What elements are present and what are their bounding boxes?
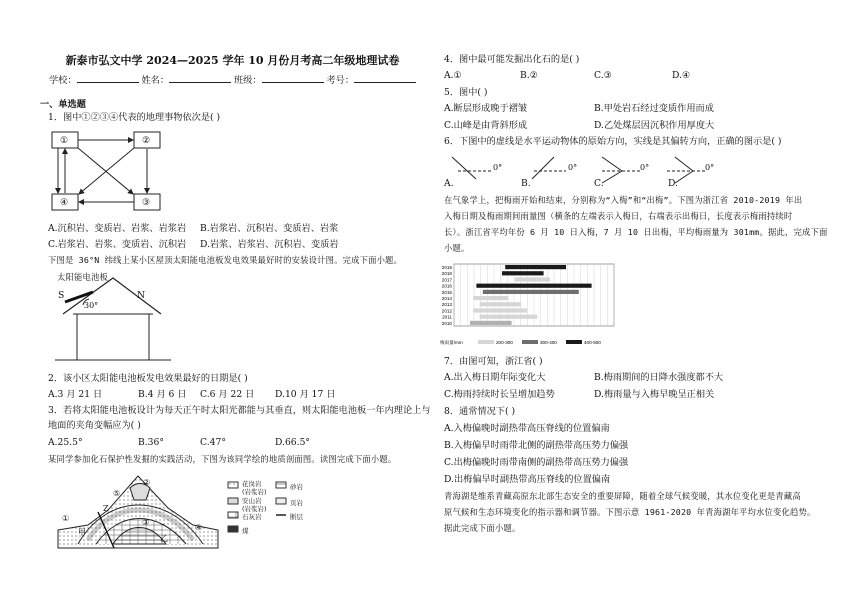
year-label: 2014 xyxy=(441,296,452,301)
q4-option-b[interactable]: B.② xyxy=(520,70,538,81)
q8-option-b[interactable]: B.入梅偏早时雨带北侧的副热带高压势力偏强 xyxy=(444,440,629,451)
geo-label-2: ② xyxy=(143,478,151,487)
deg-b: 0° xyxy=(568,163,578,172)
geo-label-z: Z xyxy=(103,504,109,513)
legend-shale: 页岩 xyxy=(290,499,303,507)
angle-label: 30° xyxy=(84,301,99,310)
school-field[interactable] xyxy=(77,73,139,83)
q7-option-d[interactable]: D.梅雨量与入梅早晚呈正相关 xyxy=(594,389,715,400)
year-label: 2013 xyxy=(441,302,452,308)
legend-limestone: 石灰岩 xyxy=(242,513,262,521)
q1-option-a[interactable]: A.沉积岩、变质岩、岩浆、岩浆岩 xyxy=(48,223,187,234)
intro-qinghai-2: 原气候和生态环境变化的指示器和调节器。下图示意 1961-2020 年青海湖年平均水位变化趋势。 xyxy=(444,507,816,517)
year-label: 2012 xyxy=(441,308,452,314)
legend-label: 200-300 xyxy=(496,340,513,345)
class-label: 班级： xyxy=(233,75,262,86)
q6-option-c[interactable]: C. xyxy=(594,178,604,189)
q3-option-d[interactable]: D.66.5° xyxy=(275,437,311,448)
deg-d: 0° xyxy=(705,163,715,172)
q1-option-b[interactable]: B.岩浆岩、沉积岩、变质岩、岩浆 xyxy=(200,223,339,234)
year-label: 2018 xyxy=(441,271,452,277)
year-label: 2016 xyxy=(441,283,452,289)
solar-house-diagram xyxy=(55,272,175,367)
q6-option-b[interactable]: B. xyxy=(521,178,531,189)
exam-title: 新泰市弘文中学 2024—2025 学年 10 月份月考高二年级地理试卷 xyxy=(65,54,400,67)
south-label: S xyxy=(58,290,65,301)
deflection-a xyxy=(452,157,492,179)
meiyu-bar xyxy=(483,290,579,294)
q5-option-a[interactable]: A.断层形成晚于褶皱 xyxy=(444,103,528,114)
q6-stem: 6．下图中的虚线是水平运动物体的原始方向，实线是其偏转方向，正确的图示是( ) xyxy=(444,136,782,147)
year-label: 2011 xyxy=(442,314,452,320)
north-label: N xyxy=(137,290,146,301)
q2-option-a[interactable]: A.3 月 21 日 xyxy=(48,389,103,400)
school-label: 学校： xyxy=(48,75,77,86)
q2-option-b[interactable]: B.4 月 6 日 xyxy=(138,389,187,400)
geo-label-3: ③ xyxy=(142,518,150,527)
q3-option-a[interactable]: A.25.5° xyxy=(48,437,83,448)
q3-option-b[interactable]: B.36° xyxy=(138,437,164,448)
q5-option-d[interactable]: D.乙处煤层因沉积作用厚度大 xyxy=(594,120,715,131)
legend-andesite-sub: (岩浆岩) xyxy=(242,505,267,513)
exam-no-field[interactable] xyxy=(354,73,416,83)
node-2: ② xyxy=(142,135,151,146)
q3-stem-2: 地面的夹角变幅应为( ) xyxy=(48,420,141,431)
meiyu-bar xyxy=(473,308,527,312)
q7-option-b[interactable]: B.梅雨期间的日降水强度都不大 xyxy=(594,372,724,383)
q5-option-c[interactable]: C.山峰是由背斜形成 xyxy=(444,120,528,131)
legend-title: 梅雨量/mm xyxy=(440,340,463,345)
deg-c: 0° xyxy=(640,163,650,172)
q8-option-d[interactable]: D.出梅偏早时副热带高压脊线的位置偏南 xyxy=(444,474,611,485)
node-4: ④ xyxy=(60,197,69,208)
legend-granite-sub: (岩浆岩) xyxy=(242,488,267,496)
q4-option-d[interactable]: D.④ xyxy=(672,70,691,81)
intro-meiyu-1: 在气象学上，把梅雨开始和结束，分别称为“入梅”和“出梅”。下图为浙江省 2010-2019 年出 xyxy=(444,195,803,205)
legend-coal: 煤 xyxy=(242,527,249,535)
name-label: 姓名： xyxy=(141,75,170,86)
geo-label-5: ⑤ xyxy=(113,489,121,498)
legend-swatch xyxy=(566,340,582,344)
q4-option-a[interactable]: A.① xyxy=(444,70,462,81)
legend-sandstone: 砂岩 xyxy=(290,483,303,491)
q2-stem: 2．该小区太阳能电池板发电效果最好的日期是( ) xyxy=(48,373,248,384)
q8-stem: 8．通常情况下( ) xyxy=(444,406,516,417)
q6-option-a[interactable]: A. xyxy=(444,178,454,189)
q4-option-c[interactable]: C.③ xyxy=(594,70,612,81)
legend-granite: 花岗岩 xyxy=(242,480,262,488)
intro-meiyu-2: 入梅日期及梅雨期间雨量图（横条的左端表示入梅日，右端表示出梅日，长度表示梅雨持续时 xyxy=(444,211,793,221)
legend-label: 400-500 xyxy=(584,340,601,345)
q6-option-d[interactable]: D. xyxy=(668,178,678,189)
geo-label-4: ④ xyxy=(195,523,203,532)
student-info-line xyxy=(40,72,425,86)
legend-andesite: 安山岩 xyxy=(242,497,262,505)
meiyu-bar xyxy=(502,271,544,275)
deg-a: 0° xyxy=(493,163,503,172)
legend-label: 300-400 xyxy=(540,340,557,345)
meiyu-bar xyxy=(505,265,566,269)
meiyu-bar xyxy=(473,296,508,300)
meiyu-bar xyxy=(476,284,591,288)
geo-label-1: ① xyxy=(62,514,70,523)
q3-option-c[interactable]: C.47° xyxy=(200,437,226,448)
node-1: ① xyxy=(60,135,69,146)
q1-option-d[interactable]: D.岩浆、岩浆岩、沉积岩、变质岩 xyxy=(200,239,339,250)
intro-qinghai-1: 青海湖是维系青藏高原东北部生态安全的重要屏障，随着全球气候变暖，其水位变化更是青藏高 xyxy=(444,491,801,501)
year-label: 2015 xyxy=(441,289,452,295)
intro-qinghai-3: 据此完成下面小题。 xyxy=(444,523,521,533)
intro-meiyu-3: 长）。浙江省平均年份 6 月 10 日入梅，7 月 10 日出梅，平均梅雨量为 301mm。据此，完成下面 xyxy=(444,227,828,237)
meiyu-bar xyxy=(470,321,512,325)
q1-option-c[interactable]: C.岩浆岩、岩浆、变质岩、沉积岩 xyxy=(48,239,187,250)
intro-meiyu-4: 小题。 xyxy=(444,243,470,253)
geo-label-jia: 甲 xyxy=(78,528,86,537)
node-3: ③ xyxy=(142,197,151,208)
class-field[interactable] xyxy=(262,73,324,83)
q3-stem-1: 3．若将太阳能电池板设计为每天正午时太阳光都能与其垂直，则太阳能电池板一年内理论上与 xyxy=(48,405,431,416)
q2-option-c[interactable]: C.6 月 22 日 xyxy=(200,389,255,400)
q5-stem: 5．图中( ) xyxy=(444,87,488,98)
geologic-section-diagram xyxy=(58,470,218,550)
deflection-c xyxy=(602,157,640,183)
meiyu-bar xyxy=(480,315,538,319)
q7-option-c[interactable]: C.梅雨持续时长呈增加趋势 xyxy=(444,389,555,400)
deflection-b xyxy=(532,157,566,179)
q8-option-c[interactable]: C.出梅偏晚时雨带南侧的副热带高压势力偏强 xyxy=(444,457,629,468)
intro-geo: 某同学参加化石保护性发掘的实践活动，下图为该同学绘的地质剖面图。读图完成下面小题。 xyxy=(48,454,397,464)
year-label: 2019 xyxy=(441,265,452,270)
meiyu-bar xyxy=(480,302,522,306)
meiyu-chart xyxy=(438,261,623,353)
q2-option-d[interactable]: D.10 月 17 日 xyxy=(275,389,336,400)
year-label: 2017 xyxy=(441,277,452,283)
q1-stem: 1．图中①②③④代表的地理事物依次是( ) xyxy=(48,112,221,123)
q5-option-b[interactable]: B.甲处岩石经过变质作用而成 xyxy=(594,103,714,114)
meiyu-bar xyxy=(515,277,550,281)
exam-no-label: 考号： xyxy=(326,75,354,86)
name-field[interactable] xyxy=(169,73,231,83)
intro-solar: 下图是 36°N 纬线上某小区屋顶太阳能电池板发电效果最好时的安装设计图。完成下面小题。 xyxy=(48,255,403,265)
legend-swatch xyxy=(478,340,494,344)
legend-fault: 断层 xyxy=(290,513,303,521)
q7-option-a[interactable]: A.出入梅日期年际变化大 xyxy=(444,372,546,383)
panel-label: 太阳能电池板 xyxy=(57,272,108,282)
q8-option-a[interactable]: A.入梅偏晚时副热带高压脊线的位置偏南 xyxy=(444,423,610,434)
q7-stem: 7．由图可知，浙江省( ) xyxy=(444,356,543,367)
q4-stem: 4．图中最可能发掘出化石的是( ) xyxy=(444,54,580,65)
legend-swatch xyxy=(522,340,538,344)
section-heading: 一、单选题 xyxy=(40,99,86,110)
year-label: 2010 xyxy=(441,320,452,326)
geo-label-yi: 乙 xyxy=(160,534,168,543)
